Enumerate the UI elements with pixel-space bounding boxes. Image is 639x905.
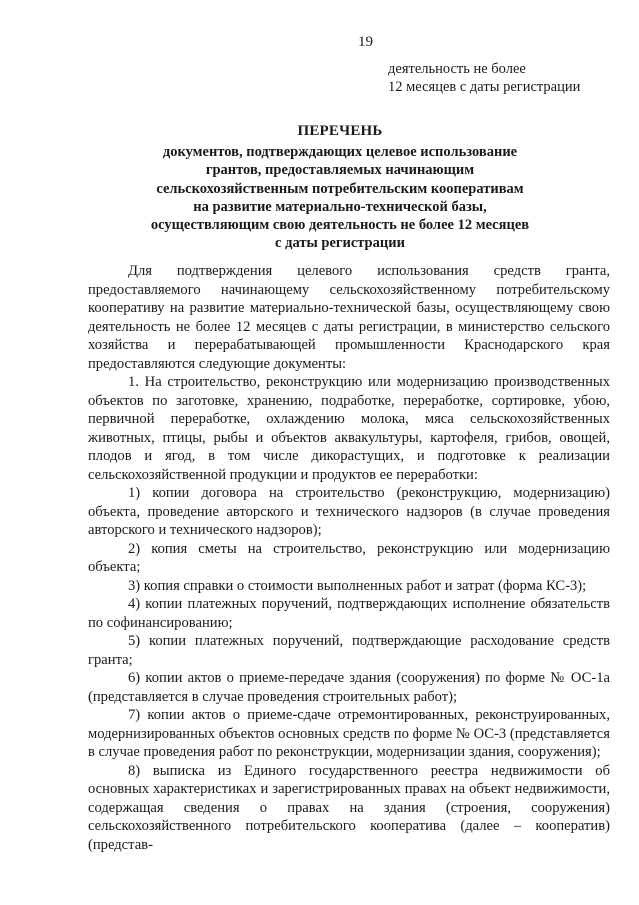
subtitle-line: с даты регистрации (275, 235, 405, 252)
subtitle-line: документов, подтверждающих целевое использование (162, 144, 518, 160)
subtitle-line: грантов, предоставляемых начинающим (205, 162, 475, 179)
page-number: 19 (358, 34, 373, 50)
subtitle-line: осуществляющим свою деятельность не более 12 месяцев (150, 217, 530, 234)
appendix-heading (388, 60, 633, 96)
document-subtitle (60, 143, 620, 253)
sub-item: 1) копии договора на строительство (реконструкцию, модернизацию) объекта, проведение авторского и технического надзоров (в случае проведения авторского и технического надзоров); (88, 485, 610, 538)
sub-item: 5) копии платежных поручений, подтверждающие расходование средств гранта; (88, 633, 610, 668)
sub-item: 4) копии платежных поручений, подтверждающих исполнение обязательств по софинансированию; (88, 596, 610, 631)
document-title: ПЕРЕЧЕНЬ (297, 123, 383, 139)
document-body (88, 262, 610, 854)
intro-paragraph: Для подтверждения целевого использования средств гранта, предоставляемого начинающему сельскохозяйственному потребительскому кооперативу на развитие материально-технической базы, осуществляющему свою деятельность не более 12 месяцев с даты регистрации, в министерство сельского хозяйства и перерабатывающей промышленности Краснодарского края предоставляются следующие документы: (88, 263, 610, 372)
sub-item: 2) копия сметы на строительство, реконструкцию или модернизацию объекта; (88, 540, 610, 575)
sub-item: 8) выписка из Единого государственного реестра недвижимости об основных характеристиках и зарегистрированных правах на объект недвижимости, содержащая сведения о правах на здания (строения, сооружения) сельскохозяйственного потребительского кооператива (далее – кооператив) (представ- (88, 762, 610, 853)
sub-item: 6) копии актов о приеме-передаче здания (сооружения) по форме № ОС-1а (представляется в случае проведения строительных работ); (88, 670, 610, 705)
appendix-line: 12 месяцев с даты регистрации (388, 79, 581, 95)
appendix-line: деятельность не более (388, 61, 526, 77)
subtitle-line: сельскохозяйственным потребительским кооперативам (156, 180, 524, 197)
sub-item: 3) копия справки о стоимости выполненных работ и затрат (форма КС-3); (128, 577, 587, 594)
list-item-1: 1. На строительство, реконструкцию или модернизацию производственных объектов по заготовке, хранению, подработке, переработке, сортировке, убою, первичной переработке, охлаждению молока, мяса сельскохозяйственных животных, птицы, рыбы и объектов аквакультуры, картофеля, грибов, овощей, плодов и ягод, в том числе дикорастущих, и подготовке к реализации сельскохозяйственной продукции и продуктов ее переработки: (88, 374, 610, 483)
subtitle-line: на развитие материально-технической базы, (193, 198, 487, 215)
sub-item: 7) копии актов о приеме-сдаче отремонтированных, реконструированных, модернизированных объектов основных средств по форме № ОС-3 (представляется в случае проведения работ по реконструкции, модернизации здания, сооружения); (88, 707, 610, 760)
